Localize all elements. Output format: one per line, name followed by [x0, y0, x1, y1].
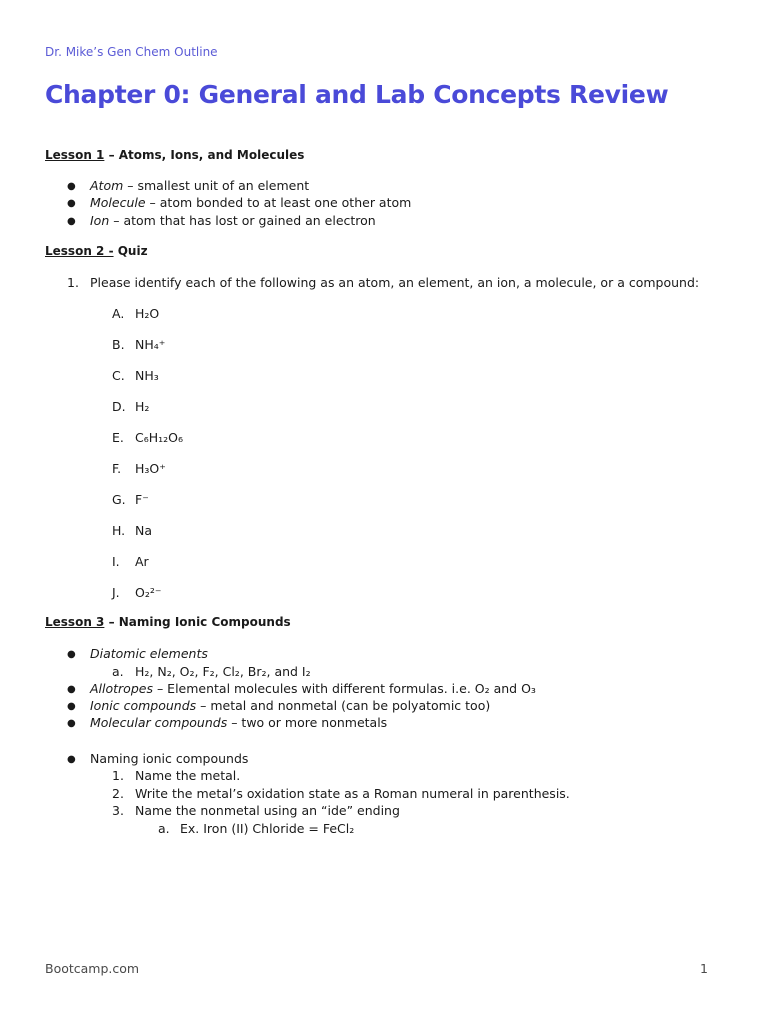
definition-molecular-compounds: – two or more nonmetals	[227, 715, 388, 730]
bullet-icon: ●	[67, 216, 76, 227]
definition-ionic-compounds: – metal and nonmetal (can be polyatomic too)	[196, 698, 491, 713]
bullet-icon: ●	[67, 181, 76, 192]
list-item	[90, 698, 490, 713]
lesson-3-label: Lesson 3	[45, 615, 105, 629]
option-letter: B.	[112, 337, 125, 352]
step-text: Write the metal’s oxidation state as a Roman numeral in parenthesis.	[135, 786, 570, 801]
page-number: 1	[700, 961, 708, 976]
bullet-icon: ●	[67, 649, 76, 660]
diatomic-list: H₂, N₂, O₂, F₂, Cl₂, Br₂, and I₂	[135, 664, 311, 679]
lesson-2-heading	[45, 244, 148, 258]
sublist-letter: a.	[112, 664, 124, 679]
term-ionic-compounds: Ionic compounds	[90, 698, 197, 713]
term-allotropes: Allotropes	[90, 681, 153, 696]
step-number: 1.	[112, 768, 124, 783]
bullet-icon: ●	[67, 701, 76, 712]
list-item	[90, 646, 208, 661]
footer-site: Bootcamp.com	[45, 961, 140, 976]
definition-atom: – smallest unit of an element	[123, 178, 310, 193]
lesson-1-label: Lesson 1	[45, 148, 105, 162]
question-text: Please identify each of the following as an atom, an element, an ion, a molecule, or a compound:	[90, 275, 700, 290]
term-molecule: Molecule	[90, 195, 146, 210]
lesson-1-title: – Atoms, Ions, and Molecules	[104, 148, 305, 162]
list-item	[90, 681, 536, 696]
outline-header: Dr. Mike’s Gen Chem Outline	[45, 45, 218, 59]
option-formula: O₂²⁻	[135, 585, 162, 600]
bullet-icon: ●	[67, 684, 76, 695]
option-letter: G.	[112, 492, 126, 507]
option-formula: Ar	[135, 554, 149, 569]
option-formula: H₂	[135, 399, 150, 414]
question-number: 1.	[67, 275, 79, 290]
option-letter: D.	[112, 399, 126, 414]
example-text: Ex. Iron (II) Chloride = FeCl₂	[180, 821, 355, 836]
step-text: Name the metal.	[135, 768, 241, 783]
list-item	[90, 715, 387, 730]
option-letter: H.	[112, 523, 126, 538]
lesson-2-title: Quiz	[113, 244, 148, 258]
chapter-title: Chapter 0: General and Lab Concepts Review	[45, 80, 669, 109]
option-formula: H₂O	[135, 306, 160, 321]
term-diatomic: Diatomic elements	[90, 646, 208, 661]
lesson-1-heading	[45, 148, 304, 162]
term-molecular-compounds: Molecular compounds	[90, 715, 228, 730]
lesson-3-title: – Naming Ionic Compounds	[104, 615, 291, 629]
definition-molecule: – atom bonded to at least one other atom	[145, 195, 412, 210]
option-formula: NH₃	[135, 368, 159, 383]
lesson-3-heading	[45, 615, 291, 629]
step-number: 3.	[112, 803, 124, 818]
option-letter: A.	[112, 306, 125, 321]
bullet-icon: ●	[67, 198, 76, 209]
naming-title: Naming ionic compounds	[90, 751, 249, 766]
bullet-icon: ●	[67, 718, 76, 729]
example-letter: a.	[158, 821, 170, 836]
option-letter: F.	[112, 461, 122, 476]
option-letter: I.	[112, 554, 120, 569]
option-formula: NH₄⁺	[135, 337, 166, 352]
option-formula: H₃O⁺	[135, 461, 166, 476]
option-formula: F⁻	[135, 492, 149, 507]
option-formula: Na	[135, 523, 153, 538]
lesson-2-label: Lesson 2 -	[45, 244, 114, 258]
list-item	[90, 213, 376, 228]
bullet-icon: ●	[67, 754, 76, 765]
list-item	[90, 195, 411, 210]
definition-allotropes: – Elemental molecules with different formulas. i.e. O₂ and O₃	[152, 681, 536, 696]
term-atom: Atom	[90, 178, 124, 193]
option-letter: J.	[112, 585, 120, 600]
step-text: Name the nonmetal using an “ide” ending	[135, 803, 400, 818]
option-letter: E.	[112, 430, 124, 445]
definition-ion: – atom that has lost or gained an electron	[109, 213, 376, 228]
term-ion: Ion	[90, 213, 110, 228]
step-number: 2.	[112, 786, 124, 801]
list-item	[90, 178, 309, 193]
option-letter: C.	[112, 368, 125, 383]
option-formula: C₆H₁₂O₆	[135, 430, 184, 445]
